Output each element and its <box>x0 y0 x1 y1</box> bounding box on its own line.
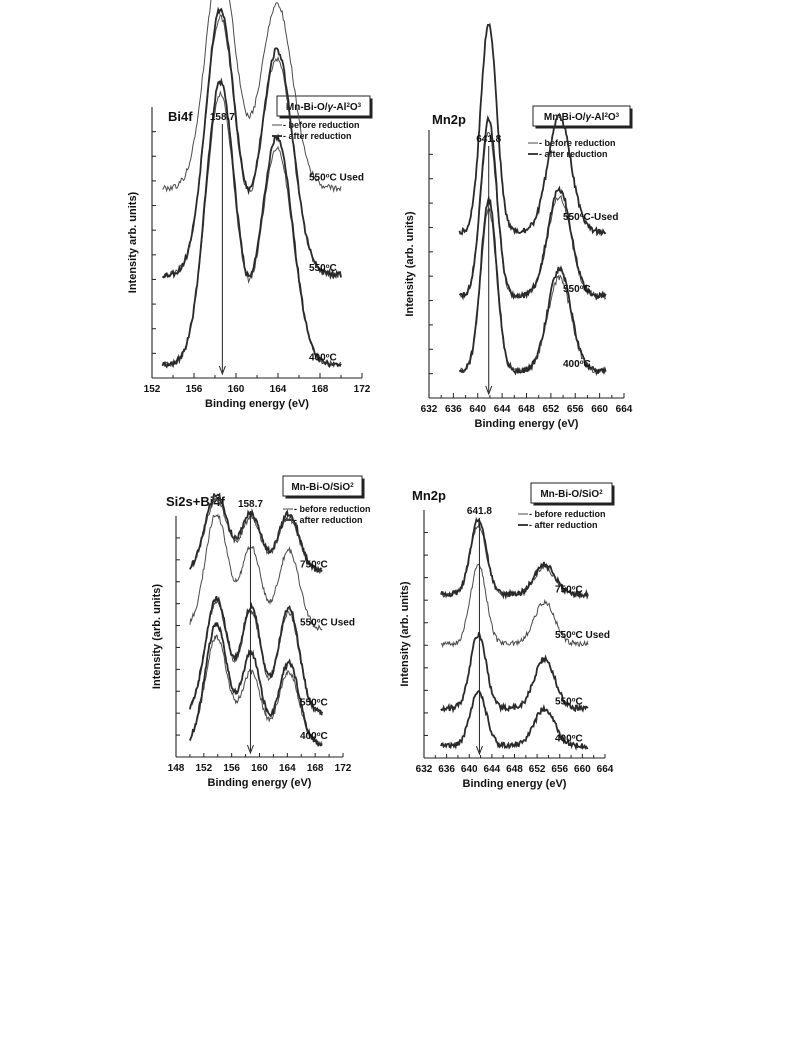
x-tick-label: 636 <box>438 764 455 775</box>
legend-entry: - after reduction <box>529 520 598 530</box>
x-tick-label: 632 <box>420 404 438 415</box>
x-tick-label: 648 <box>506 764 523 775</box>
x-tick-label: 148 <box>167 763 185 774</box>
panel-p3 <box>151 476 371 789</box>
reference-label: 158.7 <box>209 112 235 123</box>
legend-entry: - before reduction <box>529 509 606 519</box>
spectrum-after <box>460 25 606 235</box>
legend-entry: - after reduction <box>294 515 363 525</box>
series-label: 550$^o$C Used <box>309 171 364 184</box>
x-tick-label: 636 <box>445 404 462 415</box>
series-label: 550$^o$C Used <box>555 629 610 641</box>
series-label: 400$^o$C <box>563 358 591 371</box>
reference-label: 641.8 <box>476 134 502 145</box>
spectrum-before <box>190 635 322 746</box>
x-tick-label: 164 <box>278 763 296 774</box>
sample-label: $Mn-Bi-O/\gamma-Al^2O^3$ <box>543 111 620 123</box>
x-tick-label: 644 <box>483 764 501 775</box>
legend-entry: - before reduction <box>294 504 371 514</box>
y-axis-label: Intensity arb. units) <box>127 191 139 294</box>
x-tick-label: 664 <box>596 764 614 775</box>
spectrum-after <box>190 623 322 746</box>
x-tick-label: 652 <box>528 764 546 775</box>
panel-title: Si2s+Bi4f <box>166 494 225 509</box>
x-tick-label: 164 <box>269 384 287 395</box>
x-tick-label: 660 <box>591 404 608 415</box>
x-tick-label: 656 <box>566 404 584 415</box>
y-axis-label: Intensity (arb. units) <box>404 211 416 317</box>
x-tick-label: 632 <box>415 764 433 775</box>
sample-label: Mn-Bi-O/SiO$^2$ <box>291 481 354 493</box>
series-label: 750$^o$C <box>555 583 583 596</box>
legend-entry: - before reduction <box>539 138 616 148</box>
series-label: 550$^o$C-Used <box>563 211 619 223</box>
reference-label: 158.7 <box>237 499 263 510</box>
series-label: 550$^o$C <box>309 262 337 275</box>
legend-entry: - after reduction <box>283 131 352 141</box>
series-label: 750$^o$C <box>300 558 328 571</box>
series-label: 400$^o$C <box>555 733 583 745</box>
panel-title: Mn2p <box>432 112 466 127</box>
x-tick-label: 660 <box>574 764 591 775</box>
legend-entry: - before reduction <box>283 120 360 130</box>
x-tick-label: 172 <box>353 384 371 395</box>
panel-p2 <box>404 25 633 431</box>
series-label: 400$^o$C <box>300 730 328 742</box>
x-tick-label: 152 <box>195 763 213 774</box>
reference-label: 641.8 <box>466 506 492 517</box>
x-tick-label: 644 <box>493 404 511 415</box>
spectrum-after <box>163 9 342 277</box>
sample-label: Mn-Bi-O/SiO$^2$ <box>540 488 603 500</box>
y-axis-label: Intensity (arb. units) <box>151 583 163 690</box>
x-axis-label: Binding energy (eV) <box>462 778 567 790</box>
x-tick-label: 152 <box>143 384 161 395</box>
x-axis-label: Binding energy (eV) <box>474 418 579 430</box>
x-tick-label: 652 <box>542 404 560 415</box>
series-label: 550$^o$C <box>555 695 583 708</box>
x-axis-label: Binding energy (eV) <box>205 398 309 410</box>
y-axis-label: Intensity (arb. units) <box>399 581 411 687</box>
series-label: 550$^o$C <box>563 283 591 296</box>
series-label: 550$^o$C <box>300 697 328 709</box>
x-axis-label: Binding energy (eV) <box>207 777 312 789</box>
x-tick-label: 640 <box>460 764 478 775</box>
x-tick-label: 172 <box>334 763 352 774</box>
x-tick-label: 648 <box>518 404 535 415</box>
panel-p4 <box>399 483 615 790</box>
series-label: 550$^o$C Used <box>300 616 355 629</box>
x-tick-label: 156 <box>185 384 203 395</box>
x-tick-label: 656 <box>551 764 569 775</box>
legend-entry: - after reduction <box>539 149 608 159</box>
x-tick-label: 168 <box>311 384 329 395</box>
x-tick-label: 168 <box>306 763 324 774</box>
x-tick-label: 156 <box>223 763 241 774</box>
x-tick-label: 160 <box>251 763 268 774</box>
sample-label: $Mn-Bi-O/\gamma-Al^2O^3$ <box>285 101 362 113</box>
series-label: 400$^o$C <box>309 351 337 364</box>
spectrum-before <box>163 0 342 191</box>
x-tick-label: 640 <box>469 404 487 415</box>
panel-p1 <box>127 0 373 410</box>
x-tick-label: 160 <box>227 384 245 395</box>
panel-title: Mn2p <box>412 488 446 503</box>
x-tick-label: 664 <box>615 404 633 415</box>
spectrum-before <box>163 15 342 278</box>
panel-title: Bi4f <box>168 109 193 124</box>
